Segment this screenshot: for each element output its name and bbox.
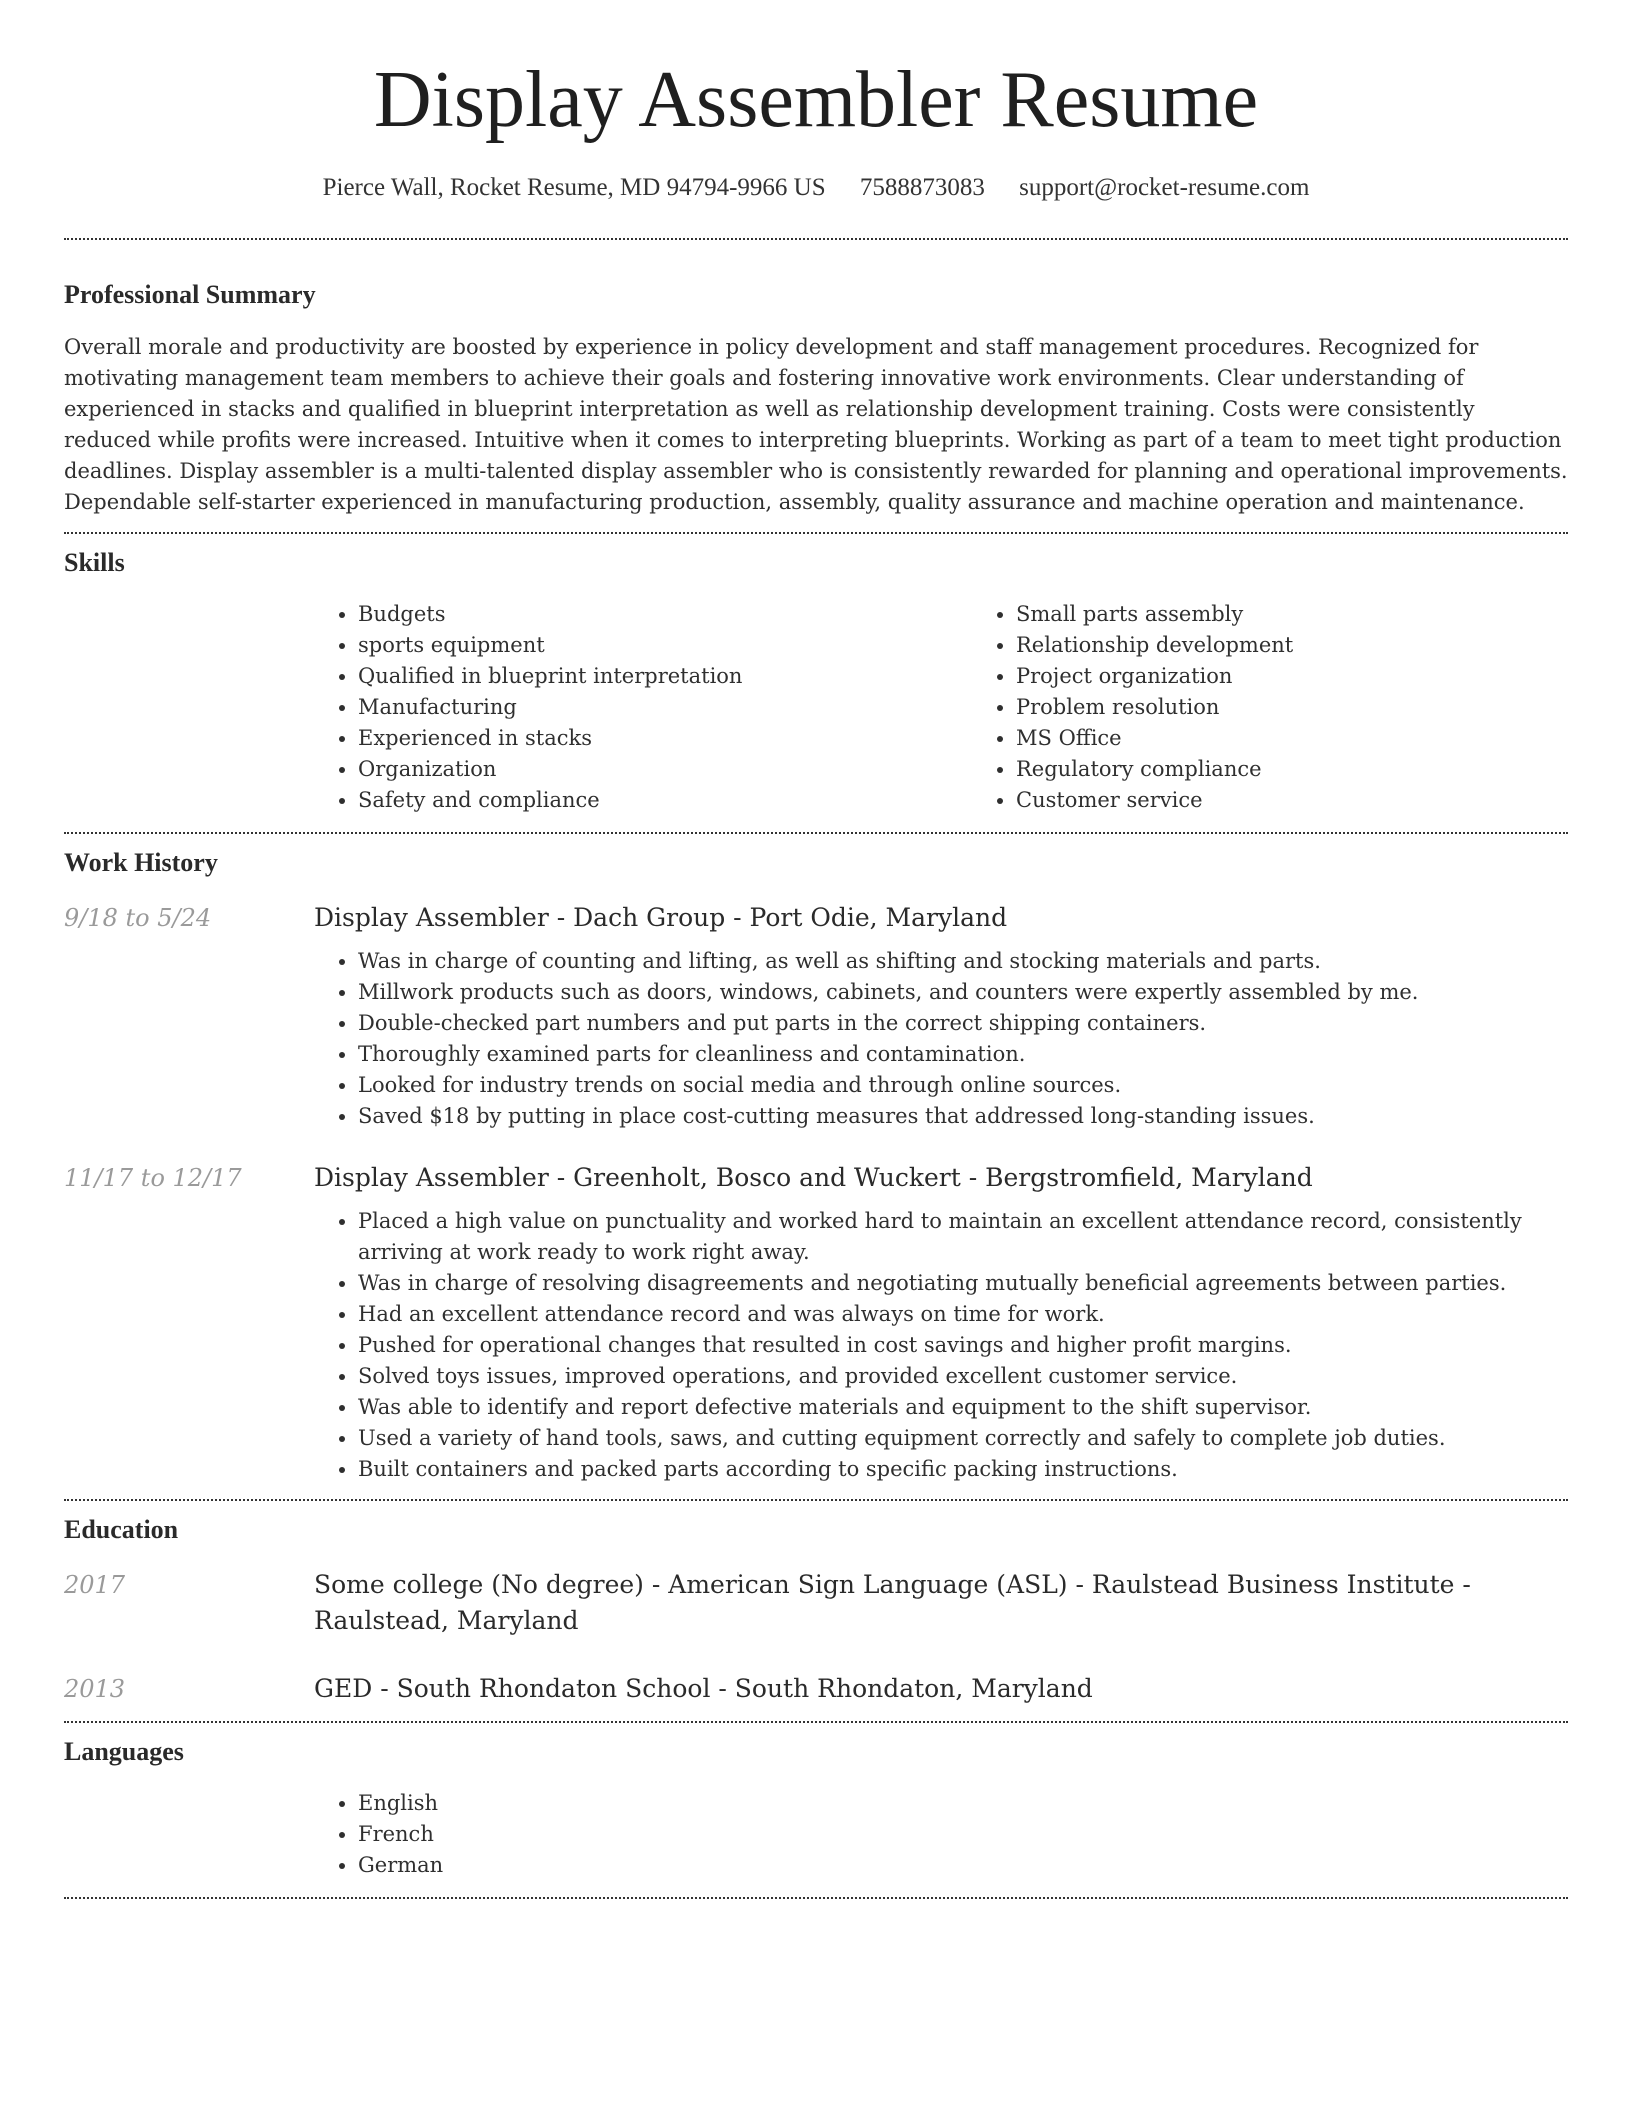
job-bullet: • Double-checked part numbers and put parts in the correct shipping containers.	[358, 1008, 1568, 1039]
education-year: 2017	[64, 1571, 126, 1599]
education-text: GED - South Rhondaton School - South Rhondaton, Maryland	[314, 1674, 1093, 1703]
job-bullet: • Was able to identify and report defective materials and equipment to the shift supervisor.	[358, 1392, 1568, 1423]
skills-heading: Skills	[64, 548, 125, 577]
job-bullet: • Was in charge of counting and lifting, as well as shifting and stocking materials and parts.	[358, 946, 1568, 977]
contact-address: Pierce Wall, Rocket Resume, MD 94794-9966 US	[322, 174, 826, 201]
education-entry	[64, 1567, 1568, 1639]
contact-email: support@rocket-resume.com	[1019, 174, 1310, 201]
contact-phone: 7588873083	[859, 174, 985, 201]
skill-item: • Customer service	[1016, 785, 1630, 816]
job-dates: 9/18 to 5/24	[64, 904, 212, 932]
work-section	[64, 834, 1568, 1485]
summary-section	[64, 240, 1568, 518]
languages-section	[64, 1723, 1568, 1881]
job-bullet: • Thoroughly examined parts for cleanliness and contamination.	[358, 1039, 1568, 1070]
skill-item: • Manufacturing	[358, 692, 972, 723]
job-bullets	[314, 1206, 1568, 1485]
job-bullet: • Built containers and packed parts according to specific packing instructions.	[358, 1454, 1568, 1485]
skill-item: • Organization	[358, 754, 972, 785]
skill-item: • Regulatory compliance	[1016, 754, 1630, 785]
language-item: • German	[358, 1850, 1568, 1881]
skills-section	[64, 534, 1568, 816]
job-bullets	[314, 946, 1568, 1132]
job-header	[64, 1160, 1568, 1196]
job-bullet: • Saved $18 by putting in place cost-cutting measures that addressed long-standing issues.	[358, 1101, 1568, 1132]
divider	[64, 1897, 1568, 1899]
job-title: Display Assembler - Greenholt, Bosco and Wuckert - Bergstromfield, Maryland	[314, 1163, 1313, 1192]
languages-heading: Languages	[64, 1737, 184, 1766]
job-bullet: • Pushed for operational changes that resulted in cost savings and higher profit margins.	[358, 1330, 1568, 1361]
job-dates: 11/17 to 12/17	[64, 1164, 242, 1192]
skills-list-left	[314, 599, 972, 816]
education-text: Some college (No degree) - American Sign Language (ASL) - Raulstead Business Institute - Raulstead, Maryland	[314, 1570, 1471, 1635]
languages-list	[314, 1788, 1568, 1881]
job-bullet: • Looked for industry trends on social media and through online sources.	[358, 1070, 1568, 1101]
education-section	[64, 1501, 1568, 1707]
job-title: Display Assembler - Dach Group - Port Odie, Maryland	[314, 903, 1008, 932]
skill-item: • Experienced in stacks	[358, 723, 972, 754]
skill-item: • Qualified in blueprint interpretation	[358, 661, 972, 692]
job-header	[64, 900, 1568, 936]
job-entry	[64, 900, 1568, 1132]
skill-item: • sports equipment	[358, 630, 972, 661]
education-entry	[64, 1671, 1568, 1707]
job-bullet: • Was in charge of resolving disagreements and negotiating mutually beneficial agreements between parties.	[358, 1268, 1568, 1299]
summary-heading: Professional Summary	[64, 280, 316, 309]
work-heading: Work History	[64, 848, 218, 877]
job-bullet: • Millwork products such as doors, windows, cabinets, and counters were expertly assembled by me.	[358, 977, 1568, 1008]
language-item: • English	[358, 1788, 1568, 1819]
skill-item: • Budgets	[358, 599, 972, 630]
resume-title: Display Assembler Resume	[373, 56, 1259, 144]
summary-text: Overall morale and productivity are boosted by experience in policy development and staff management procedures. Recognized for motivating management team members to achieve their goals and fostering innovative work environments. Clear understanding of experienced in stacks and qualified in blueprint interpretation as well as relationship development training. Costs were consistently reduced while profits were increased. Intuitive when it comes to interpreting blueprints. Working as part of a team to meet tight production deadlines. Display assembler is a multi-talented display assembler who is consistently rewarded for planning and operational improvements. Dependable self-starter experienced in manufacturing production, assembly, quality assurance and machine operation and maintenance.	[64, 335, 1568, 514]
skill-item: • Problem resolution	[1016, 692, 1630, 723]
job-bullet: • Solved toys issues, improved operations, and provided excellent customer service.	[358, 1361, 1568, 1392]
skill-item: • Project organization	[1016, 661, 1630, 692]
skill-item: • Small parts assembly	[1016, 599, 1630, 630]
language-item: • French	[358, 1819, 1568, 1850]
skills-columns	[314, 599, 1568, 816]
job-bullet: • Had an excellent attendance record and was always on time for work.	[358, 1299, 1568, 1330]
education-year: 2013	[64, 1675, 126, 1703]
contact-line	[64, 170, 1568, 206]
job-bullet: • Placed a high value on punctuality and worked hard to maintain an excellent attendance record, consistently arriving at work ready to work right away.	[358, 1206, 1568, 1268]
skill-item: • MS Office	[1016, 723, 1630, 754]
job-entry	[64, 1160, 1568, 1485]
skill-item: • Relationship development	[1016, 630, 1630, 661]
skills-list-right	[972, 599, 1630, 816]
skill-item: • Safety and compliance	[358, 785, 972, 816]
job-bullet: • Used a variety of hand tools, saws, and cutting equipment correctly and safely to complete job duties.	[358, 1423, 1568, 1454]
education-heading: Education	[64, 1515, 179, 1544]
